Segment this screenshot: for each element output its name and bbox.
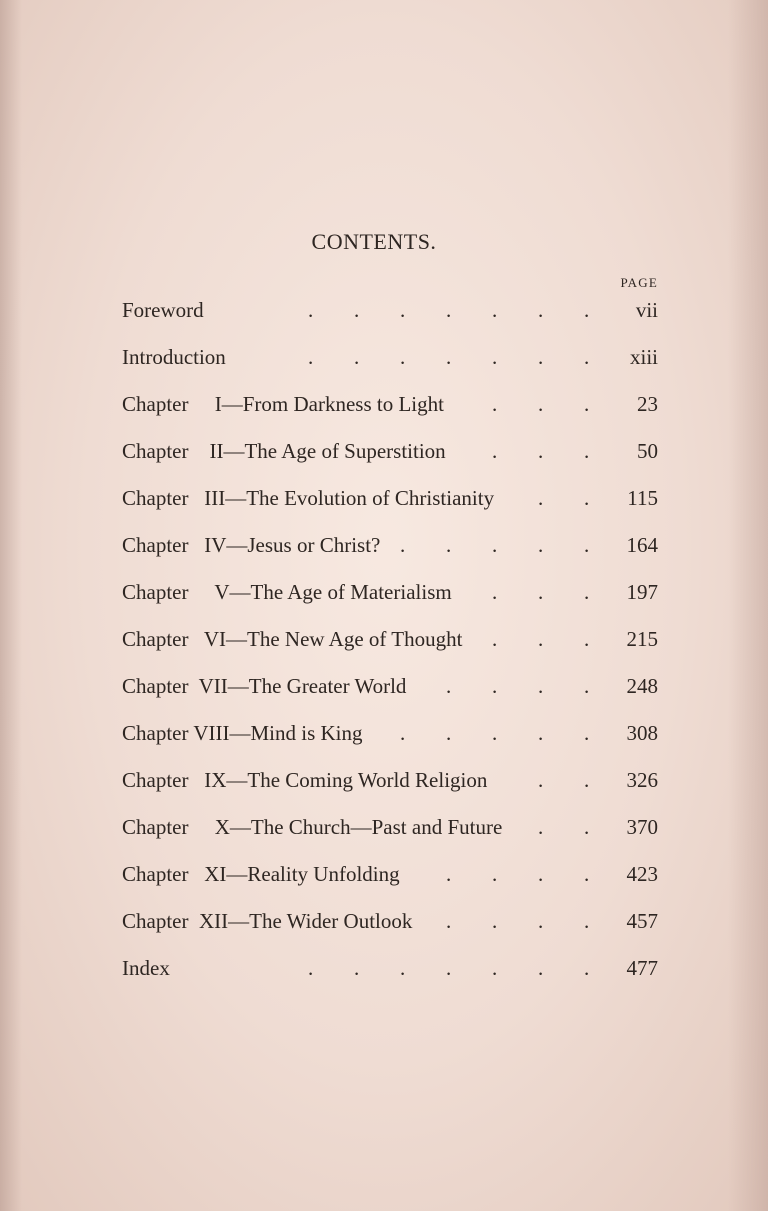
leader-dot: . [538,674,544,698]
leader-dot: . [446,721,452,745]
leader-dot: . [584,345,590,369]
toc-entry-page: 326 [626,768,658,792]
toc-entry-label: Chapter IX—The Coming World Religion [122,768,488,792]
leader-dot: . [492,580,498,604]
leader-dot: . [584,956,590,980]
toc-entry-page: 115 [627,486,658,510]
toc-entry-page: 248 [626,674,658,698]
leader-dot: . [584,768,590,792]
toc-entry-page: 477 [626,956,658,980]
leader-dot: . [492,439,498,463]
toc-entry-chapter-12 [122,905,662,952]
toc-entry-label: Chapter XII—The Wider Outlook [122,909,413,933]
leader-dot: . [538,486,544,510]
toc-entry-label: Introduction [122,345,226,369]
toc-entry-chapter-11 [122,858,662,905]
leader-dot: . [538,298,544,322]
leader-dot: . [584,533,590,557]
toc-entry-label: Chapter III—The Evolution of Christianity [122,486,495,510]
leader-dot: . [492,674,498,698]
leader-dot: . [354,345,360,369]
toc-entry-page: 370 [626,815,658,839]
leader-dot: . [446,533,452,557]
leader-dot: . [538,533,544,557]
leader-dot: . [492,392,498,416]
leader-dot: . [538,956,544,980]
leader-dot: . [538,392,544,416]
toc-entry-label: Chapter VII—The Greater World [122,674,407,698]
leader-dot: . [538,345,544,369]
leader-dot: . [538,627,544,651]
leader-dot: . [538,721,544,745]
toc-entry-label: Chapter X—The Church—Past and Future [122,815,503,839]
toc-entry-label: Chapter I—From Darkness to Light [122,392,444,416]
leader-dot: . [492,533,498,557]
leader-dot: . [538,439,544,463]
leader-dot: . [584,486,590,510]
leader-dot: . [538,909,544,933]
toc-entry-page: 197 [626,580,658,604]
toc-entry-label: Foreword [122,298,204,322]
leader-dot: . [584,862,590,886]
leader-dot: . [400,956,406,980]
toc-entry-page: vii [635,298,658,322]
leader-dot: . [538,580,544,604]
leader-dot: . [400,533,406,557]
leader-dot: . [492,862,498,886]
leader-dot: . [492,909,498,933]
toc-entry-introduction [122,341,662,388]
contents-title: CONTENTS. [311,229,437,254]
leader-dot: . [400,298,406,322]
toc-entry-page: 164 [626,533,658,557]
leader-dot: . [446,298,452,322]
leader-dot: . [584,909,590,933]
leader-dot: . [584,627,590,651]
toc-entry-label: Chapter VIII—Mind is King [122,721,363,745]
toc-entry-page: 423 [626,862,658,886]
leader-dot: . [584,439,590,463]
toc-entry-foreword [122,294,662,341]
page-edge-shadow [728,0,768,1211]
leader-dot: . [584,580,590,604]
toc-entry-page: 50 [637,439,658,463]
toc-entry-label: Chapter XI—Reality Unfolding [122,862,400,886]
page-column-heading: PAGE [620,275,658,290]
leader-dot: . [308,956,314,980]
toc-entry-chapter-5 [122,576,662,623]
leader-dot: . [446,862,452,886]
toc-entry-chapter-9 [122,764,662,811]
leader-dot: . [492,721,498,745]
leader-dot: . [492,298,498,322]
toc-entry-page: 215 [626,627,658,651]
toc-entry-chapter-10 [122,811,662,858]
toc-entry-chapter-8 [122,717,662,764]
toc-entry-chapter-2 [122,435,662,482]
toc-entry-label: Chapter VI—The New Age of Thought [122,627,463,651]
toc-entry-label: Index [122,956,170,980]
leader-dot: . [354,298,360,322]
leader-dot: . [446,909,452,933]
leader-dot: . [354,956,360,980]
leader-dot: . [584,721,590,745]
toc-entry-label: Chapter II—The Age of Superstition [122,439,446,463]
toc-entry-index [122,952,662,999]
leader-dot: . [400,721,406,745]
table-of-contents [122,294,662,999]
leader-dot: . [584,815,590,839]
leader-dot: . [492,627,498,651]
leader-dot: . [446,956,452,980]
toc-entry-label: Chapter V—The Age of Materialism [122,580,452,604]
leader-dot: . [400,345,406,369]
toc-entry-page: 23 [637,392,658,416]
leader-dot: . [538,768,544,792]
leader-dot: . [584,674,590,698]
leader-dot: . [538,862,544,886]
leader-dot: . [308,345,314,369]
leader-dot: . [308,298,314,322]
toc-entry-page: 308 [626,721,658,745]
leader-dot: . [492,956,498,980]
toc-entry-chapter-4 [122,529,662,576]
toc-entry-page: xiii [629,345,658,369]
toc-entry-page: 457 [626,909,658,933]
toc-entry-chapter-7 [122,670,662,717]
leader-dot: . [584,392,590,416]
page-gutter-shadow [0,0,22,1211]
toc-entry-chapter-3 [122,482,662,529]
toc-entry-label: Chapter IV—Jesus or Christ? [122,533,381,557]
leader-dot: . [446,674,452,698]
leader-dot: . [446,345,452,369]
toc-entry-chapter-6 [122,623,662,670]
leader-dot: . [492,345,498,369]
leader-dot: . [538,815,544,839]
leader-dot: . [584,298,590,322]
toc-entry-chapter-1 [122,388,662,435]
